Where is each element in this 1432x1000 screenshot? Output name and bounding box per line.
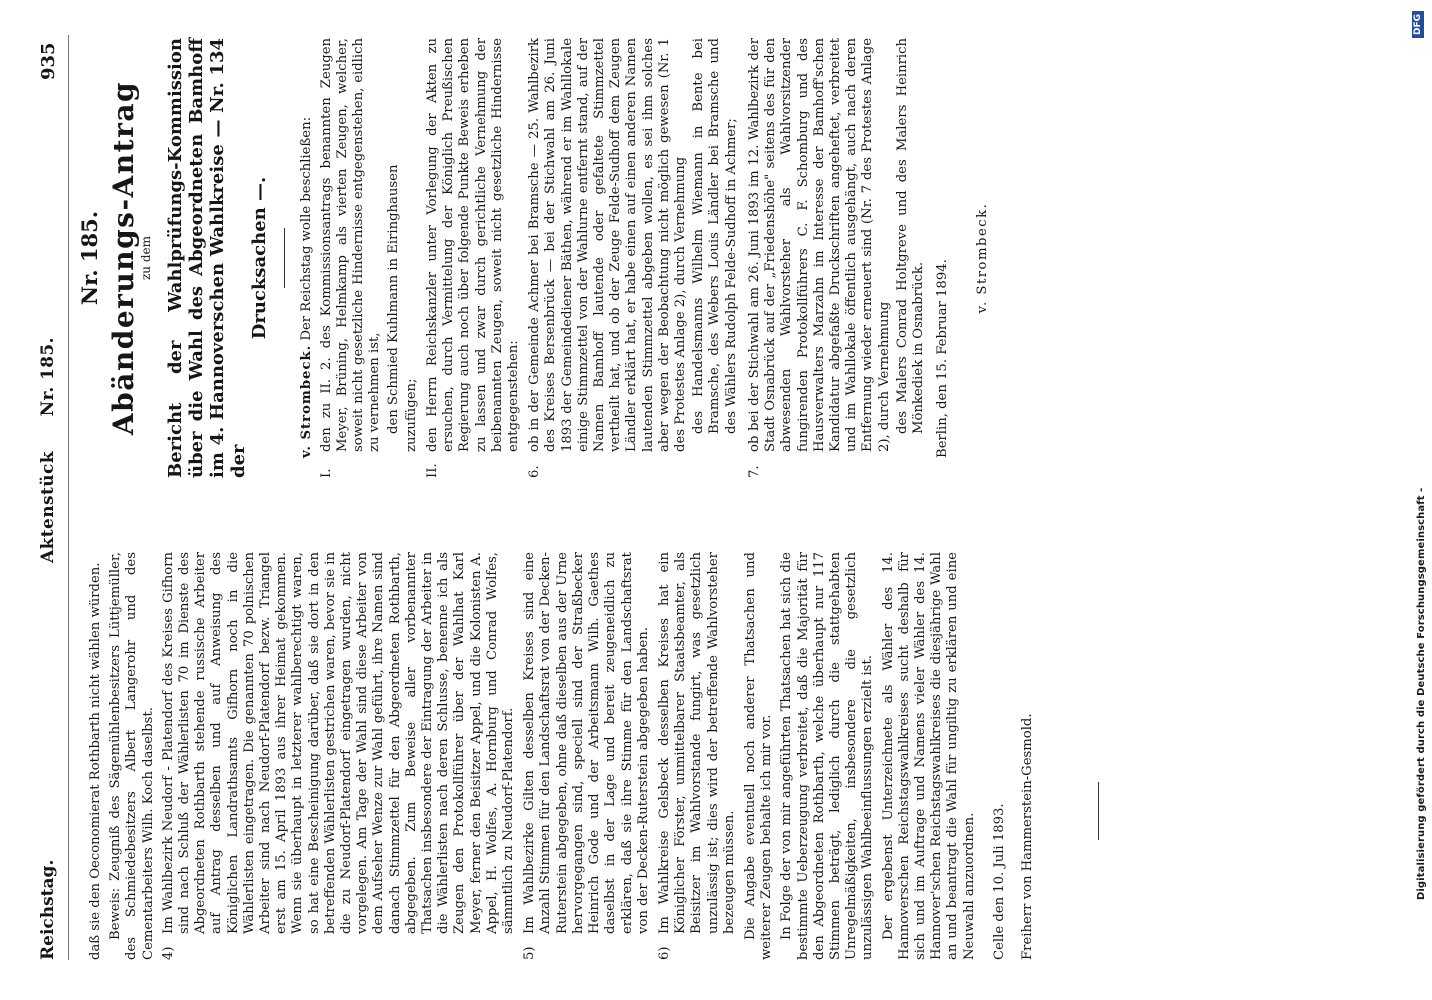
list-item [657,552,738,960]
motion-item-text: den Herrn Reichskanzler unter Vorlegung der Akten zu ersuchen, durch Vermittelung der Königlich Preußischen Regierung auch noch über folgende Punkte Beweis erheben zu lassen und zwar durch gerichtliche Vernehmung der beibenannten Zeugen, soweit nicht gesetzliche Hindernisse entgegenstehen: [425,38,522,452]
left-intro: daß sie den Oeconomierat Rothbarth nicht wählen würden. [88,562,103,960]
dfg-credit-text: Digitalisierung gefördert durch die Deutsche Forschungsgemeinschaft - [1416,487,1427,900]
motion-mover: v. Strombeck. [298,344,314,458]
dfg-logo: DFG [1412,11,1424,38]
motion-item-number: 6. [527,465,543,478]
motion-item-sub: des Malers Conrad Holtgreve und des Malers Heinrich Mönkediek in Osnabrück. [894,38,926,434]
left-column [88,552,1099,960]
right-date-line: Berlin, den 15. Februar 1894. [935,259,951,458]
closing-paragraph-3: Der ergebenst Unterzeichnete als Wähler des 14. Hannoverschen Reichstagswahlkreises sucht deshalb für sich und im Auftrage und Namens vieler Wähler des 14. Hannover'schen Reichstagswahlkreises die diesjährige Wahl an und beantragt die Wahl für ungiltig zu erklären und eine Neuwahl anzuordnen. [880,552,977,960]
item-text: Im Wahlbezirk Neudorf - Platendorf des Kreises Gifhorn sind nach Schluß der Wählerlisten 70 im Dienste des Abgeordneten Rothbarth stehende russische Arbeiter auf Antrag desselben und auf Anweisung des Königlichen Landrathsamts Gifhorn noch in die Wählerlisten eingetragen. Die genannten 70 polnischen Arbeiter sind nach Neudorf-Platendorf bezw. Triangel erst am 15. April 1893 aus ihrer Heimat gekommen. Wenn sie überhaupt in letzterer wahlberechtigt waren, so hat eine Bescheinigung darüber, daß sie dort in den betreffenden Wählerlisten gestrichen waren, bevor sie in die zu Neudorf-Platendorf eingetragen wurden, nicht vorgelegen. Am Tage der Wahl sind diese Arbeiter von dem Aufseher Wenze zur Wahl geführt, ihre Namen sind danach Stimmzettel für den Abgeordneten Rothbarth, abgegeben. Zum Beweise aller vorbenannter Thatsachen insbesondere der Eintragung der Arbeiter in die Wählerlisten nach deren Schlusse, benenne ich als Zeugen den Protokollführer über der Wahlhat Karl Meyer, ferner den Beisitzer Appel, und die Kolonisten A. Appel, H. Wolfes, A. Hornburg und Conrad Wolfes, sämmtlich zu Neudorf-Platendorf. [160,552,517,934]
left-signature: Freiherr von Hammerstein-Gesmold. [1019,713,1035,960]
left-date-line: Celle den 10. Juli 1893. [991,803,1007,960]
beweis-paragraph [108,552,157,960]
motion-item-text: ob in der Gemeinde Achmer bei Bramsche — 25. Wahlbezirk des Kreises Bersenbrück — bei der Stichwahl am 26. Juni 1893 der Gemeindediener Bäthen, während er im Wahllokale einige Stimmzettel von der Wahlurne entfernt stand, auf der Namen Bamhoff lautende oder gefaltete Stimmzettel vertheilt hat, und ob der Zeuge Felde-Sudhoff dem Zeugen Ländler erklärt hat, er habe einen auf einen anderen Namen lautenden Stimmzettel abgeben wollen, es sei ihm solches aber wegen der Beobachtung nicht möglich gewesen (Nr. 1 des Protestes Anlage 2), durch Vernehmung [527,38,689,452]
motion-item-sub: des Handelsmanns Wilhelm Wiemann in Bente bei Bramsche, des Webers Louis Ländler bei Bramsche und des Wählers Rudolph Felde-Sudhoff in Achmer; [691,38,739,434]
motion-item-text: den zu II. 2. des Kommissionsantrags benannten Zeugen Meyer, Brüning, Helmkamp als vierten Zeugen, welcher, soweit nicht gesetzliche Hindernisse entgegenstehen, eidlich zu vernehmen ist, [318,38,383,452]
motion-item-text: ob bei der Stichwahl am 26. Juni 1893 im 12. Wahlbezirk der Stadt Osnabrück auf der „Friedenshöhe" seitens des für den abwesenden Wahlvorsteher als Wahlvorsitzender fungirenden Protokollführers C. F. Schomburg und des Hausverwalters Marzahn im Interesse der Bamhoff'schen Kandidatur abgefaßte Druckschriften angeheftet, verbreitet und im Wahllokale öffentlich ausgehängt, auch nach deren Entfernung wieder erneuert sind (Nr. 7 des Protestes Anlage 2), durch Vernehmung [746,38,892,452]
motion-item-sub: den Schmied Kuhlmann in Eiringhausen [385,164,401,434]
report-reference-main: Bericht der Wahlprüfungs-Kommission über die Wahl des Abgeordneten Bamhoff im 4. Hannoverschen Wahlkreise — Nr. 134 der [164,38,249,478]
beweis-text: Zeugniß des Sägemühlenbesitzers Lüttjemüller, des Schmiedebesitzers Albert Langerohr und des Cementarbeiters Wilh. Koch daselbst. [108,552,156,960]
beweis-label: Beweis: [108,887,124,940]
motion-item [425,38,522,478]
item-number: 6) [656,946,672,960]
list-item [161,552,517,960]
title-rule [284,228,285,288]
left-end-rule [1098,782,1099,840]
motion-item-number: 7. [746,465,762,478]
report-reference-end: Drucksachen —. [248,176,270,340]
item-number: 5) [522,946,538,960]
motion-item [527,38,742,478]
motion-item-body [747,38,929,452]
doc-number: Nr. 185. [77,210,102,306]
motion-item-body [319,38,420,452]
item-number: 4) [160,946,176,960]
left-signature-block [992,552,1036,960]
doc-subtitle-connector: zu dem [139,235,154,281]
closing-paragraph-1: Die Angabe eventuell noch anderer Thatsachen und weiterer Zeugen behalte ich mir vor. [742,552,775,960]
report-reference [165,38,270,478]
motion-item-number: I. [318,468,334,478]
motion-intro-text: Der Reichstag wolle beschließen: [298,116,314,341]
header-doc-number: Nr. 185. [38,337,58,417]
motion-item-tail: zuzufügen; [403,378,419,452]
motion-item [319,38,420,478]
motion-item [747,38,929,478]
right-signature: v. Strombeck. [975,202,991,314]
page-number: 935 [38,42,59,80]
item-text: Im Wahlbezirke Gilten desselben Kreises sind eine Anzahl Stimmen für den Landschaftsrat von der Decken-Ruterstein abgegeben, ohne daß dieselben aus der Urne hervorgegangen sind, speciell sind der Straßbecker Heinrich Gode und der Arbeitsmann Wilh. Gaethes daselbst in der Lage und bereit zeugeneidlich zu erklären, daß sie ihre Stimme für den Landschaftsrat von der Decken-Ruterstein abgegeben haben. [522,552,651,934]
motion-item-number: II. [425,463,441,478]
closing-paragraph-2: In Folge der von mir angeführten Thatsachen hat sich die bestimmte Ueberzeugung verbreitet, daß die Majorität für den Abgeordneten Rothbarth, welche überhaupt nur 117 Stimmen beträgt, lediglich durch die stattgehabten Unregelmäßigkeiten, insbesondere die gesetzlich unzulässigen Wahlbeeinflussungen erzielt ist. [779,552,876,960]
motion-intro [299,38,315,478]
doc-title: Abänderungs-Antrag [107,80,141,436]
list-item [522,552,652,960]
motion-item-body [527,38,742,452]
right-column [64,38,992,478]
item-text: Im Wahlkreise Gelsbeck desselben Kreises hat ein Königlicher Förster, unmittelbarer Staatsbeamter, als Beisitzer im Wahlvorstande fungirt, was gesetzlich unzulässig ist; dies wird der betreffende Wahlvorsteher bezeugen müssen. [656,552,737,934]
header-label: Aktenstück [38,451,58,563]
header-left: Reichstag. [38,859,58,960]
